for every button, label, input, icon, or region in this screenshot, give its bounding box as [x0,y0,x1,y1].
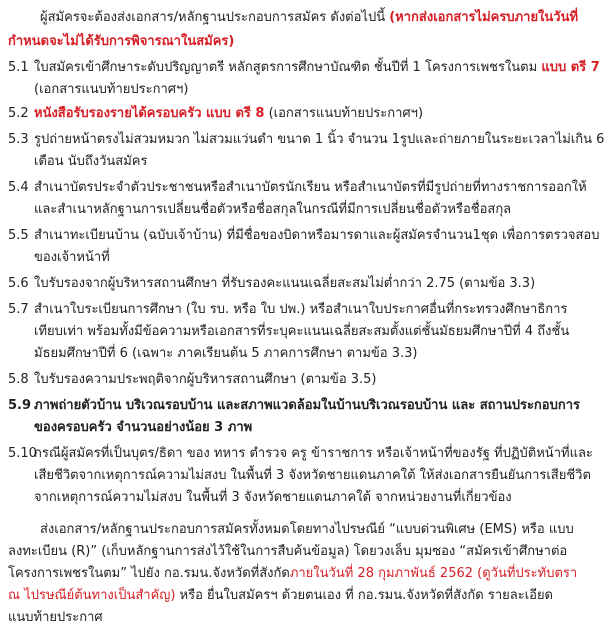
closing-line-3: โครงการเพชรในตม” ไปยัง กอ.รมน.จังหวัดที่สังกัดภายในวันที่ 28 กุมภาพันธ์ 2562 (ดูวันที่ประทับตรา [8,566,578,581]
closing-line-2: ลงทะเบียน (R)” (เก็บหลักฐานการส่งไว้ใช้ในการสืบค้นข้อมูล) โดยวงเล็บ มุมซอง “สมัครเข้าศึกษาต่อ [8,544,568,559]
item-5-10-cont-1: เสียชีวิตจากเหตุการณ์ความไม่สงบ ในพื้นที่ 3 จังหวัดชายแดนภาคใต้ ให้ส่งเอกสารยืนยันการเสียชีวิต [34,468,591,483]
item-5-7: 5.7 สำเนาใบระเบียนการศึกษา (ใบ รบ. หรือ ใบ ปพ.) หรือสำเนาใบประกาศอื่นที่กระทรวงศึกษาธิการ [8,302,568,317]
closing-line-1: ส่งเอกสาร/หลักฐานประกอบการสมัครทั้งหมดโดยทางไปรษณีย์ “แบบด่วนพิเศษ (EMS) หรือ แบบ [40,522,574,537]
intro-deadline-note: (หากส่งเอกสารไม่ครบภายในวันที่ [389,10,579,25]
item-5-1-cont: (เอกสารแนบท้ายประกาศฯ) [34,82,189,97]
item-5-5: 5.5 สำเนาทะเบียนบ้าน (ฉบับเจ้าบ้าน) ที่มีชื่อของบิดาหรือมารดาและผู้สมัครจำนวน1ชุด เพื่อการตรวจสอบ [8,228,600,243]
closing-line-4: ณ ไปรษณีย์ต้นทางเป็นสำคัญ) หรือ ยื่นใบสมัครฯ ด้วยตนเอง ที่ กอ.รมน.จังหวัดที่สังกัด รายละเอียด [8,588,553,603]
item-5-3: 5.3 รูปถ่ายหน้าตรงไม่สวมหมวก ไม่สวมแว่นดำ ขนาด 1 นิ้ว จำนวน 1รูปและถ่ายภายในระยะเวลาไม่เกิน 6 [8,132,605,147]
item-5-4-cont: และสำเนาหลักฐานการเปลี่ยนชื่อตัวหรือชื่อสกุลในกรณีที่มีการเปลี่ยนชื่อตัวหรือชื่อสกุล [34,202,512,217]
item-5-9: 5.9 ภาพถ่ายตัวบ้าน บริเวณรอบบ้าน และสภาพแวดล้อมในบ้านบริเวณรอบบ้าน และ สถานประกอบการ [8,398,581,413]
item-5-6: 5.6 ใบรับรองจากผู้บริหารสถานศึกษา ที่รับรองคะแนนเฉลี่ยสะสมไม่ต่ำกว่า 2.75 (ตามข้อ 3.3) [8,276,536,291]
closing-deadline: ภายในวันที่ 28 กุมภาพันธ์ 2562 (ดูวันที่ประทับตรา [289,566,578,581]
item-5-10-cont-2: จากเหตุการณ์ความไม่สงบ ในพื้นที่ 3 จังหวัดชายแดนภาคใต้ จากหน่วยงานที่เกี่ยวข้อง [34,490,512,505]
item-5-1: 5.1 ใบสมัครเข้าศึกษาระดับปริญญาตรี หลักสูตรการศึกษาบัณฑิต ชั้นปีที่ 1 โครงการเพชรในตม แบบ ตรี 7 [8,60,600,75]
intro-line-1: ผู้สมัครจะต้องส่งเอกสาร/หลักฐานประกอบการสมัคร ดังต่อไปนี้ (หากส่งเอกสารไม่ครบภายในวันที่ [40,10,579,25]
intro-line-2: กำหนดจะไม่ได้รับการพิจารณาในสมัคร) [8,34,235,49]
item-5-8: 5.8 ใบรับรองความประพฤติจากผู้บริหารสถานศึกษา (ตามข้อ 3.5) [8,372,377,387]
item-5-4: 5.4 สำเนาบัตรประจำตัวประชาชนหรือสำเนาบัตรนักเรียน หรือสำเนาบัตรที่มีรูปถ่ายที่ทางราชการออกให้ [8,180,587,195]
item-5-7-cont-1: เทียบเท่า พร้อมทั้งมีข้อความหรือเอกสารที่ระบุคะแนนเฉลี่ยสะสมตั้งแต่ชั้นมัธยมศึกษาปีที่ 4 ถึงชั้น [34,324,570,339]
item-5-9-cont: ของครอบครัว จำนวนอย่างน้อย 3 ภาพ [34,420,253,435]
item-5-5-cont: ของเจ้าหน้าที่ [34,250,110,265]
closing-line-5: แนบท้ายประกาศ [8,610,103,625]
item-5-7-cont-2: มัธยมศึกษาปีที่ 6 (เฉพาะ ภาคเรียนต้น 5 ภาคการศึกษา ตามข้อ 3.3) [34,346,418,361]
item-5-3-cont: เดือน นับถึงวันสมัคร [34,154,148,169]
item-5-2: 5.2 หนังสือรับรองรายได้ครอบครัว แบบ ตรี 8 (เอกสารแนบท้ายประกาศฯ) [8,106,424,121]
item-5-10: 5.10กรณีผู้สมัครที่เป็นบุตร/ธิดา ของ ทหาร ตำรวจ ครู ข้าราชการ หรือเจ้าหน้าที่ของรัฐ ที่ปฏิบัติหน้าที่และ [8,446,593,461]
